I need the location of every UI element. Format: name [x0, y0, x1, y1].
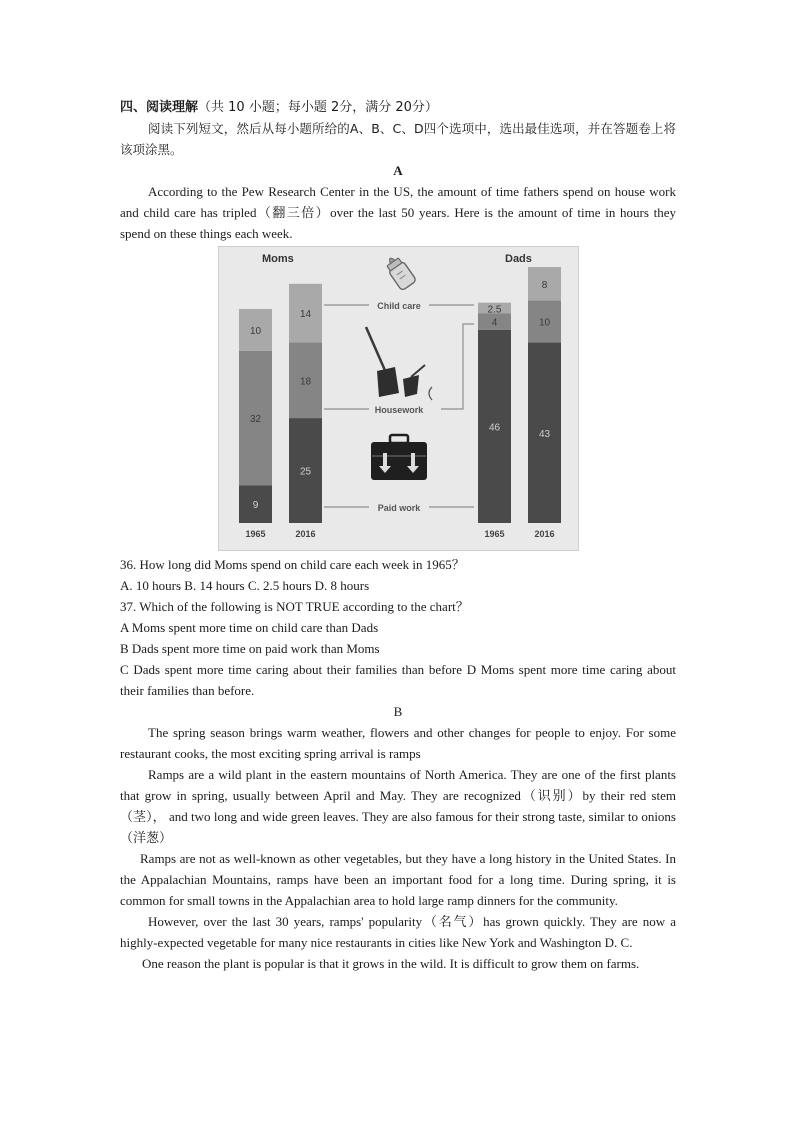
passage-b-paragraph-4: However, over the last 30 years, ramps' popularity（名气）has grown quickly. They are now a highly-expected vegetable for many nice restaurants in cities like New York and Washington D. C.	[120, 914, 676, 950]
question-37-option-a: A Moms spent more time on child care than Dads	[120, 620, 379, 635]
year-label-moms-1965: 1965	[245, 529, 266, 539]
section-heading-note: （共 10 小题；每小题 2分，满分 20分）	[198, 100, 438, 115]
section-heading-title: 四、阅读理解	[120, 100, 199, 115]
group-label-dads: Dads	[505, 253, 532, 265]
passage-b-paragraph-2: Ramps are a wild plant in the eastern mountains of North America. They are one of the first plants that grow in spring, usually between April and May. They are recognized（识别）by their red stem（茎）， and two long and wide green leaves. They are also famous for their strong taste, similar to onions（洋葱）	[120, 767, 676, 845]
question-37-stem: 37. Which of the following is NOT TRUE according to the chart？	[120, 599, 469, 614]
passage-b-paragraph-3: Ramps are not as well-known as other vegetables, but they have a long history in the United States. In the Appalachian Mountains, ramps have been an important food for a long time. During spring, it is common for small towns in the Appalachian area to hold large ramp dinners for the community.	[120, 851, 676, 908]
briefcase-icon	[371, 435, 427, 480]
passage-b-paragraph-5: One reason the plant is popular is that it grows in the wild. It is difficult to grow them on farms.	[142, 956, 640, 971]
value-label-moms-1965-paid-work: 9	[252, 500, 259, 512]
question-36-stem: 36. How long did Moms spend on child care each week in 1965？	[120, 557, 465, 572]
connector-housework-right	[441, 324, 474, 409]
chart-svg	[219, 247, 578, 550]
question-37-option-cd: C Dads spent more time caring about their families than before D Moms spent more time caring about their families than before.	[120, 662, 676, 698]
value-label-moms-1965-child-care: 10	[249, 325, 262, 337]
value-label-dads-2016-paid-work: 43	[538, 428, 551, 440]
year-label-moms-2016: 2016	[295, 529, 316, 539]
center-label-housework: Housework	[374, 405, 424, 415]
value-label-dads-2016-housework: 10	[538, 317, 551, 329]
value-label-moms-2016-paid-work: 25	[299, 466, 312, 478]
broom-icon	[366, 327, 432, 400]
passage-a-intro: According to the Pew Research Center in the US, the amount of time fathers spend on house work and child care has tripled（翻三倍）over the last 50 years. Here is the amount of time in hours they spend on these things each week.	[120, 184, 676, 241]
exam-page	[120, 97, 676, 974]
year-label-dads-2016: 2016	[534, 529, 555, 539]
value-label-dads-1965-paid-work: 46	[488, 422, 501, 434]
value-label-moms-2016-housework: 18	[299, 376, 312, 388]
group-label-moms: Moms	[262, 253, 294, 265]
value-label-dads-1965-child-care: 2.5	[487, 304, 502, 316]
value-label-dads-1965-housework: 4	[491, 317, 498, 329]
passage-b-label: B	[393, 704, 403, 719]
center-label-paid-work: Paid work	[377, 503, 421, 513]
value-label-moms-2016-child-care: 14	[299, 309, 312, 321]
center-label-child-care: Child care	[377, 301, 421, 311]
passage-a-label: A	[393, 163, 403, 178]
value-label-dads-2016-child-care: 8	[541, 279, 548, 291]
section-heading	[120, 97, 676, 118]
passage-b-paragraph-1: The spring season brings warm weather, flowers and other changes for people to enjoy. For some restaurant cooks, the most exciting spring arrival is ramps	[120, 725, 676, 761]
baby-bottle-icon	[383, 253, 417, 291]
year-labels-layer	[245, 529, 554, 539]
year-label-dads-1965: 1965	[484, 529, 505, 539]
value-label-moms-1965-housework: 32	[249, 414, 262, 426]
time-use-chart	[218, 246, 579, 551]
question-36-options: A. 10 hours B. 14 hours C. 2.5 hours D. 8 hours	[120, 578, 370, 593]
question-37-option-b: B Dads spent more time on paid work than Moms	[120, 641, 380, 656]
section-instructions: 阅读下列短文，然后从每小题所给的A、B、C、D四个选项中，选出最佳选项，并在答题卷上将该项涂黑。	[120, 121, 676, 157]
